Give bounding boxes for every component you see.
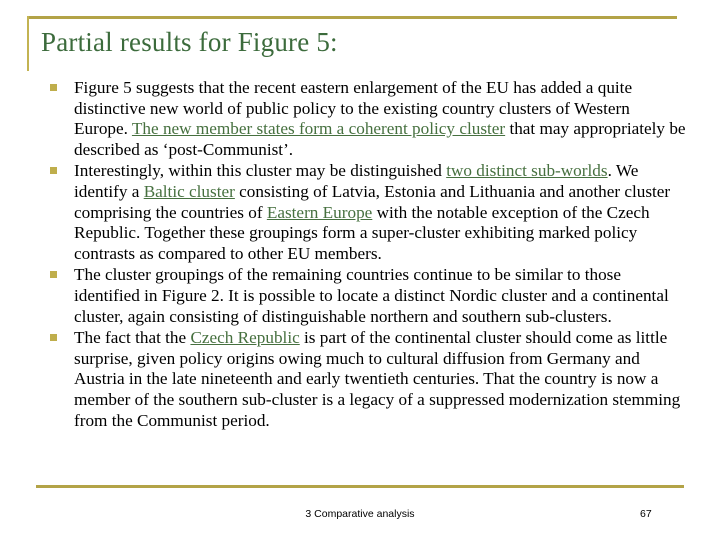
list-item-text — [74, 265, 688, 327]
inline-text: . We identify a — [74, 161, 639, 201]
list-item — [48, 328, 688, 431]
page-title: Partial results for Figure 5: — [41, 27, 338, 57]
inline-text: consisting of Latvia, Estonia and Lithuania and another cluster comprising the countries of — [74, 181, 671, 222]
list-item — [48, 265, 688, 327]
inline-hyperlink[interactable]: Baltic cluster — [143, 181, 235, 201]
square-bullet-icon — [50, 167, 57, 174]
slide-title-block — [27, 16, 677, 72]
square-bullet-icon — [50, 271, 57, 278]
inline-text: The cluster groupings of the remaining countries continue to be similar to those identified in Figure 2. It is possible to locate a distinct Nordic cluster and a continental cluster, again consisting of distinguishable northern and southern sub-clusters. — [74, 265, 669, 326]
inline-hyperlink[interactable]: The new member states form a coherent policy cluster — [131, 119, 506, 139]
inline-text: Interestingly, within this cluster may be distinguished — [74, 161, 447, 181]
footer-section-label: 3 Comparative analysis — [305, 508, 415, 520]
square-bullet-icon — [50, 334, 57, 341]
title-top-rule — [27, 16, 677, 19]
title-left-rule — [27, 16, 29, 71]
inline-text: The fact that the — [74, 328, 191, 348]
bullet-list — [48, 78, 688, 432]
footer-page-number: 67 — [640, 508, 652, 520]
inline-text: Figure 5 suggests that the recent eastern enlargement of the EU has added a quite distinctive new world of public policy to the existing country clusters of Western Europe. — [74, 78, 633, 139]
inline-hyperlink[interactable]: Czech Republic — [190, 328, 300, 348]
inline-text: with the notable exception of the Czech Republic. Together these groupings form a super-cluster exhibiting marked policy contrasts as compared to other EU members. — [74, 202, 650, 263]
inline-text: is part of the continental cluster should come as little surprise, given policy origins owing much to cultural diffusion from Germany and Austria in the late nineteenth and early twentieth centuries. That the country is now a member of the southern sub-cluster is a legacy of a suppressed modernization stemming from the Communist period. — [74, 328, 681, 430]
list-item-text — [74, 328, 688, 431]
list-item — [48, 161, 688, 264]
inline-hyperlink[interactable]: Eastern Europe — [266, 202, 373, 222]
inline-text: that may appropriately be described as ‘post-Communist’. — [74, 119, 686, 159]
footer-rule — [36, 485, 684, 488]
list-item — [48, 78, 688, 160]
list-item-text — [74, 161, 688, 264]
inline-hyperlink[interactable]: two distinct sub-worlds — [446, 161, 608, 181]
list-item-text — [74, 78, 688, 160]
square-bullet-icon — [50, 84, 57, 91]
